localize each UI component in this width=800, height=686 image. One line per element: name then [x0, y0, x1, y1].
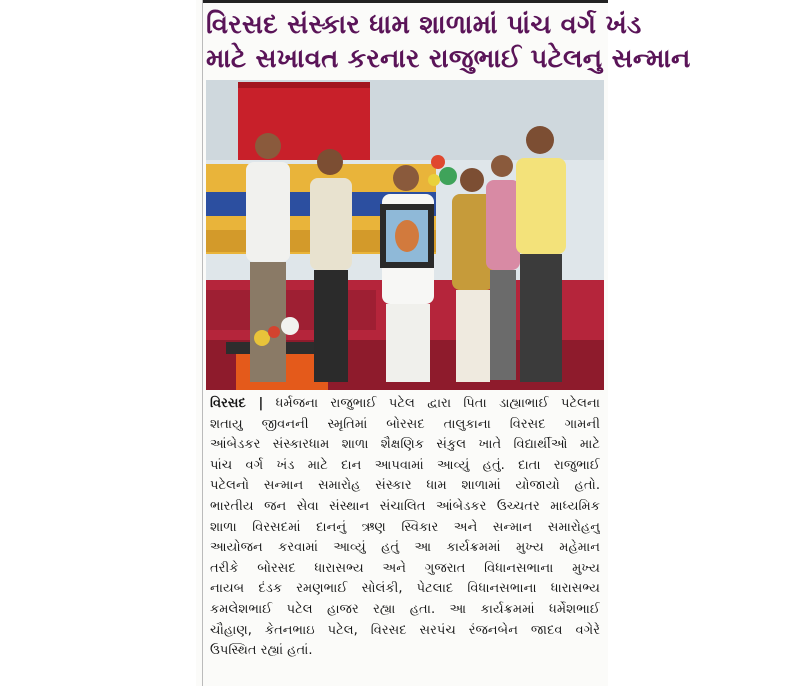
- body-line-3: આંબેડકર સંસ્કારધામ શાળા શૈક્ષણિક સંકુલ ખાતે વિદ્યાર્થીઓ માટે: [210, 437, 600, 453]
- body-line-5: પટેલનો સન્માન સમારોહ સંસ્કાર ધામ શાળામાં યોજાયો હતો.: [210, 478, 600, 494]
- person-6: [516, 126, 566, 382]
- body-line-6: ભારતીય જન સેવા સંસ્થાન સંચાલિત આંબેડકર ઉચ્ચતર માધ્યમિક: [210, 498, 600, 514]
- body-line-9: તરીકે બોરસદ ધારાસભ્ય અને ગુજરાત વિધાનસભાના મુખ્ય: [210, 560, 600, 576]
- column-rule: [202, 0, 203, 686]
- body-line-7: શાળા વિરસદમાં દાનનું ઋણ સ્વિકાર અને સન્માન સમારોહનુ: [210, 519, 600, 535]
- body-line-13: ઉપસ્થિત રહ્યાં હતાં.: [210, 643, 313, 659]
- news-photo: [206, 80, 604, 390]
- body-line-12: ચૌહાણ, કેતનભાઇ પટેલ, વિરસદ સરપંચ રંજનબેન જાદવ વગેરે: [210, 622, 600, 638]
- person-3: [382, 165, 434, 382]
- body-line-8: આયોજન કરવામાં આવ્યું હતું આ કાર્યક્રમમાં મુખ્ય મહેમાન: [210, 540, 600, 556]
- headline-line-1: વિરસદ સંસ્કાર ધામ શાળામાં પાંચ વર્ગ ખંડ: [206, 10, 642, 40]
- body-line-10: નાયબ દંડક રમણભાઈ સોલંકી, પેટલાદ વિધાનસભાના ધારાસભ્ય: [210, 581, 600, 597]
- body-line-1: વિરસદ | ધર્મજના રાજુભાઈ પટેલ દ્વારા પિતા ડાહ્યાભાઈ પટેલના: [210, 396, 600, 411]
- dateline: વિરસદ |: [210, 396, 264, 411]
- article-body: [210, 394, 600, 662]
- body-line-2: શતાયુ જીવનની સ્મૃતિમાં બોરસદ તાલુકાના વિરસદ ગામની: [210, 416, 600, 432]
- body-line-11: કમલેશભાઈ પટેલ હાજર રહ્યા હતા. આ કાર્યક્રમમાં ધર્મેશભાઈ: [210, 601, 600, 617]
- framed-portrait: [380, 204, 434, 268]
- top-rule: [202, 0, 608, 3]
- newspaper-clipping: [196, 0, 691, 686]
- person-1: [246, 133, 290, 382]
- headline-line-2: માટે સખાવત કરનાર રાજુભાઈ પટેલનુ સન્માન: [206, 44, 691, 74]
- body-line-4: પાંચ વર્ગ ખંડ માટે દાન આપવામાં આવ્યું હતું. દાતા રાજુભાઈ: [210, 457, 600, 473]
- headline: [206, 8, 691, 76]
- person-5: [486, 155, 520, 380]
- person-2: [310, 149, 352, 382]
